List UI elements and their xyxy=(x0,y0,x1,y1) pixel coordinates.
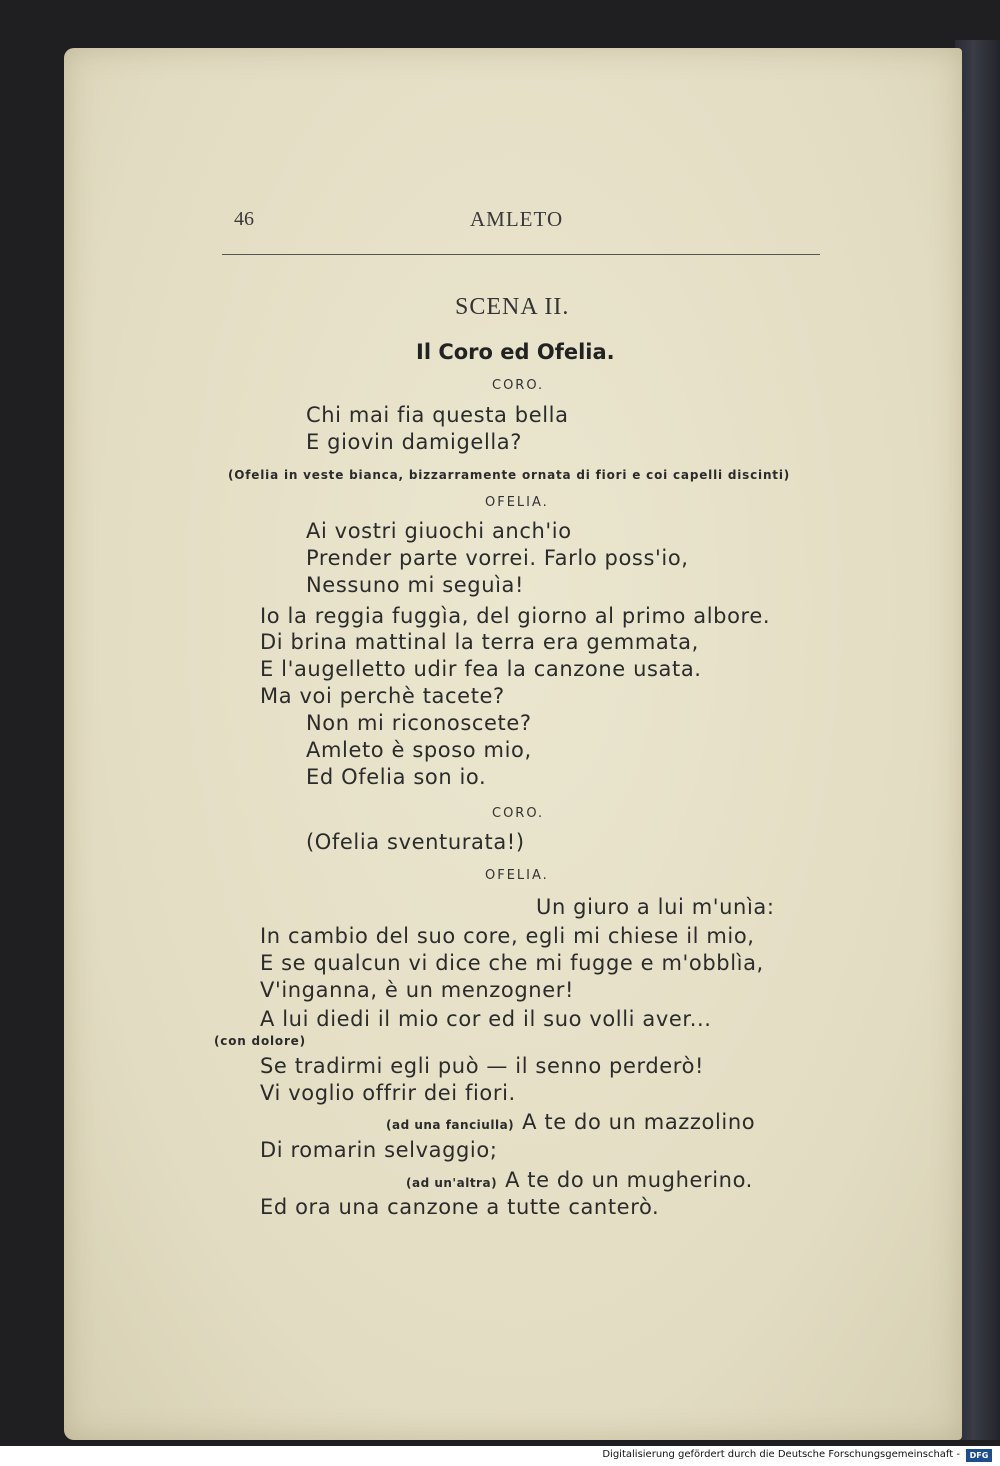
verse-line: Chi mai fia questa bella xyxy=(306,403,569,427)
scene-title: SCENA II. xyxy=(455,294,570,320)
stage-direction: (ad una fanciulla) xyxy=(386,1118,515,1132)
verse-line: Di brina mattinal la terra era gemmata, xyxy=(260,630,699,654)
verse-line: Ai vostri giuochi anch'io xyxy=(306,519,572,543)
stage-direction: (con dolore) xyxy=(214,1034,306,1048)
stage-direction: (ad un'altra) xyxy=(406,1176,498,1190)
scene-cast: Il Coro ed Ofelia. xyxy=(416,340,615,364)
verse-line: Ed ora una canzone a tutte canterò. xyxy=(260,1195,660,1219)
verse-line: In cambio del suo core, egli mi chiese il mio, xyxy=(260,924,755,948)
dfg-logo: DFG xyxy=(966,1449,992,1462)
speaker-ofelia: OFELIA. xyxy=(485,868,549,883)
verse-line: E se qualcun vi dice che mi fugge e m'obblìa, xyxy=(260,951,764,975)
verse-line: Ma voi perchè tacete? xyxy=(260,684,505,708)
verse-line: Se tradirmi egli può — il senno perderò! xyxy=(260,1054,705,1078)
running-title: AMLETO xyxy=(470,207,564,231)
verse-line: Ed Ofelia son io. xyxy=(306,765,487,789)
verse-line: Nessuno mi seguìa! xyxy=(306,573,525,597)
verse-text: A te do un mugherino. xyxy=(505,1168,753,1192)
verse-line-with-direction xyxy=(386,1110,755,1134)
speaker-ofelia: OFELIA. xyxy=(485,495,549,510)
verse-line-with-direction xyxy=(406,1168,753,1192)
verse-line: A lui diedi il mio cor ed il suo volli aver... xyxy=(260,1007,712,1031)
verse-line: Un giuro a lui m'unìa: xyxy=(536,895,775,919)
stage-direction: (Ofelia in veste bianca, bizzarramente ornata di fiori e coi capelli discinti) xyxy=(228,468,791,482)
page-number: 46 xyxy=(234,208,254,230)
verse-line: Amleto è sposo mio, xyxy=(306,738,532,762)
verse-text: A te do un mazzolino xyxy=(522,1110,756,1134)
header-rule xyxy=(222,254,820,255)
digitization-footer xyxy=(0,1446,1000,1466)
verse-line: E l'augelletto udir fea la canzone usata. xyxy=(260,657,702,681)
verse-line: Di romarin selvaggio; xyxy=(260,1138,498,1162)
verse-line: Non mi riconoscete? xyxy=(306,711,532,735)
footer-credit: Digitalisierung gefördert durch die Deutsche Forschungsgemeinschaft - xyxy=(602,1449,960,1460)
verse-line: Io la reggia fuggìa, del giorno al primo albore. xyxy=(260,604,771,628)
verse-line: E giovin damigella? xyxy=(306,430,523,454)
speaker-coro: CORO. xyxy=(492,806,545,821)
verse-line: (Ofelia sventurata!) xyxy=(306,830,525,854)
speaker-coro: CORO. xyxy=(492,378,545,393)
verse-line: Vi voglio offrir dei fiori. xyxy=(260,1081,516,1105)
verse-line: Prender parte vorrei. Farlo poss'io, xyxy=(306,546,689,570)
verse-line: V'inganna, è un menzogner! xyxy=(260,978,574,1002)
